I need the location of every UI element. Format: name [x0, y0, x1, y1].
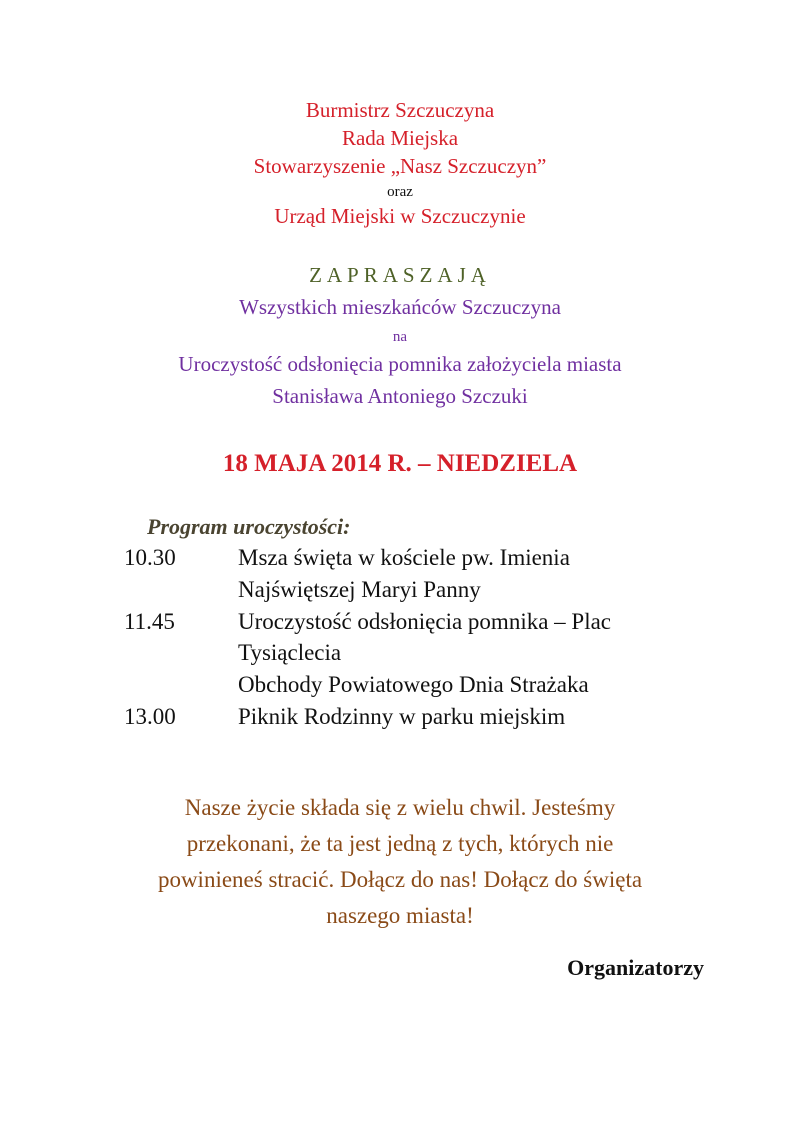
program-item-line: Msza święta w kościele pw. Imienia	[238, 545, 570, 570]
closing-paragraph	[0, 790, 800, 934]
organizer-association: Stowarzyszenie „Nasz Szczuczyn”	[253, 154, 547, 178]
conjunction: oraz	[387, 184, 413, 200]
event-title-line2: Stanisława Antoniego Szczuki	[272, 384, 528, 408]
program-item-line: Obchody Powiatowego Dnia Strażaka	[238, 672, 589, 697]
program-time: 13.00	[124, 704, 176, 729]
signature: Organizatorzy	[567, 955, 704, 980]
event-date: 18 MAJA 2014 R. – NIEDZIELA	[222, 450, 578, 477]
program-item-line: Tysiąclecia	[238, 640, 342, 665]
program-item-line: Najświętszej Maryi Panny	[238, 577, 481, 602]
organizer-council: Rada Miejska	[341, 126, 459, 150]
closing-line: przekonani, że ta jest jedną z tych, których nie	[186, 831, 614, 856]
closing-line: powinieneś stracić. Dołącz do nas! Dołącz do święta	[157, 867, 643, 892]
event-title-line1: Uroczystość odsłonięcia pomnika założyciela miasta	[178, 352, 622, 376]
closing-line: Nasze życie składa się z wielu chwil. Jesteśmy	[184, 795, 616, 820]
program-title: Program uroczystości:	[147, 514, 351, 539]
closing-line: naszego miasta!	[326, 903, 474, 928]
organizer-office: Urząd Miejski w Szczuczynie	[274, 204, 526, 228]
program-time: 11.45	[124, 609, 175, 634]
program-item-line: Uroczystość odsłonięcia pomnika – Plac	[238, 609, 612, 634]
preposition: na	[392, 329, 408, 345]
program-item-line: Piknik Rodzinny w parku miejskim	[238, 704, 566, 729]
program-time: 10.30	[124, 545, 176, 570]
audience: Wszystkich mieszkańców Szczuczyna	[239, 295, 561, 319]
invite-heading: ZAPRASZAJĄ	[309, 263, 491, 287]
organizer-mayor: Burmistrz Szczuczyna	[305, 98, 495, 122]
